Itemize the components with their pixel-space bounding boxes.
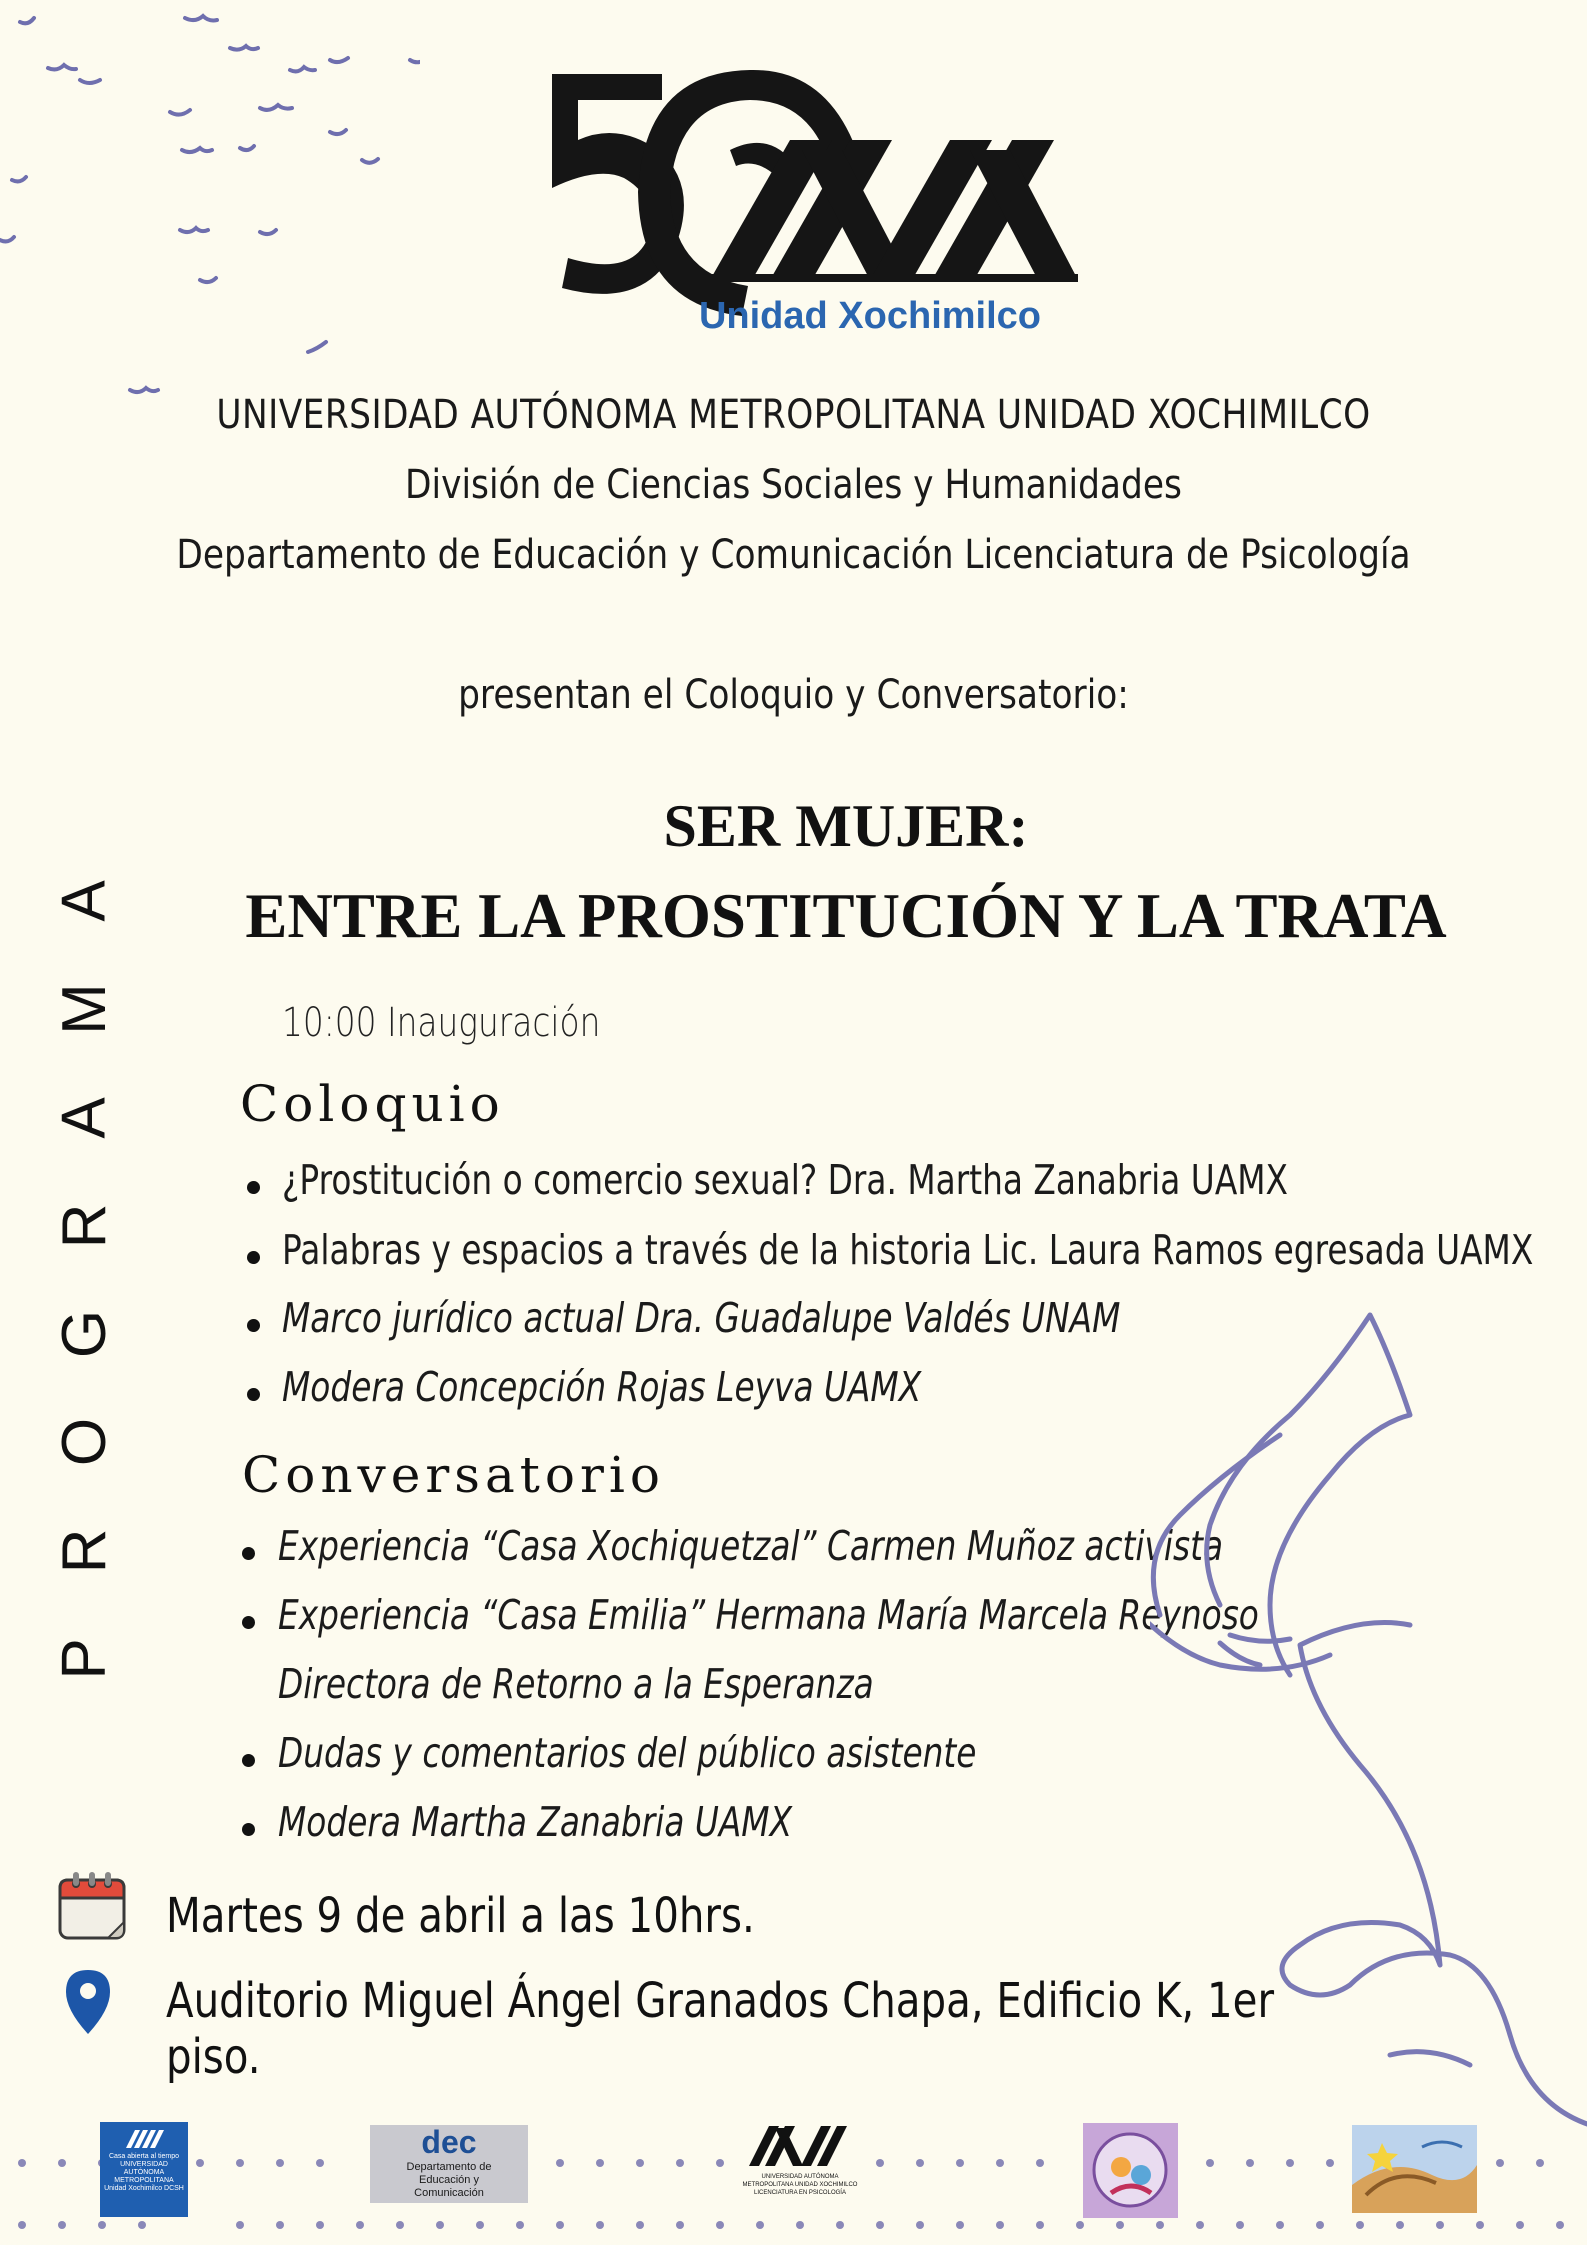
conversatorio-item: Experiencia “Casa Xochiquetzal” Carmen Muñoz activista — [278, 1522, 1224, 1570]
event-title-line-1: SER MUJER: — [663, 793, 1029, 859]
list-bullet — [242, 1616, 255, 1629]
programa-letter: R — [50, 1203, 119, 1249]
event-title-line-2: ENTRE LA PROSTITUCIÓN Y LA TRATA — [245, 881, 1447, 951]
list-bullet — [247, 1251, 260, 1264]
conversatorio-heading: Conversatorio — [242, 1446, 665, 1504]
dcsh-logo-text: Casa abierta al tiempo UNIVERSIDAD AUTÓNOMA METROPOLITANA Unidad Xochimilco DCSH — [104, 2153, 184, 2192]
programa-vertical-label — [40, 870, 130, 1690]
list-bullet — [247, 1388, 260, 1401]
opening-time: 10:00 Inauguración — [282, 1000, 601, 1046]
coloquio-item: ¿Prostitución o comercio sexual? Dra. Martha Zanabria UAMX — [282, 1156, 1289, 1204]
logo-caption-text: Unidad Xochimilco — [698, 295, 1042, 337]
list-bullet — [247, 1181, 260, 1194]
conversatorio-item: Modera Martha Zanabria UAMX — [278, 1798, 793, 1846]
dcsh-logo — [100, 2122, 188, 2217]
coloquio-heading: Coloquio — [240, 1075, 505, 1133]
bird-flock-decoration — [0, 0, 420, 420]
dec-logo-small-text: Departamento de Educación y Comunicación — [406, 2161, 492, 2199]
programa-letter: R — [50, 1528, 119, 1574]
face-line-art-decoration — [1150, 1275, 1587, 2175]
conversatorio-item: Experiencia “Casa Emilia” Hermana María Marcela Reynoso — [278, 1591, 1259, 1639]
conversatorio-item-continuation: Directora de Retorno a la Esperanza — [278, 1660, 874, 1708]
uam-psychology-text: UNIVERSIDAD AUTÓNOMA METROPOLITANA UNIDAD XOCHIMILCO LICENCIATURA EN PSICOLOGÍA — [742, 2174, 858, 2196]
programa-letter: O — [49, 1418, 119, 1467]
event-location: Auditorio Miguel Ángel Granados Chapa, Edificio K, 1er piso. — [166, 1973, 1275, 2085]
programa-letter: A — [49, 1096, 119, 1139]
uam-mark-icon — [745, 2122, 855, 2168]
coloquio-item: Modera Concepción Rojas Leyva UAMX — [282, 1363, 922, 1411]
coloquio-item: Palabras y espacios a través de la historia Lic. Laura Ramos egresada UAMX — [282, 1226, 1534, 1274]
dec-logo-big-text: dec — [421, 2124, 477, 2160]
calendar-icon — [56, 1870, 128, 1942]
programa-letter: A — [49, 880, 119, 922]
list-bullet — [242, 1823, 255, 1836]
programa-letter: P — [49, 1638, 119, 1680]
list-bullet — [247, 1319, 260, 1332]
conversatorio-item: Dudas y comentarios del público asistente — [278, 1729, 977, 1777]
programa-letter: M — [50, 983, 119, 1036]
event-date: Martes 9 de abril a las 10hrs. — [166, 1888, 755, 1944]
uam-psychology-logo — [735, 2122, 865, 2202]
list-bullet — [242, 1547, 255, 1560]
coloquio-item: Marco jurídico actual Dra. Guadalupe Valdés UNAM — [282, 1294, 1121, 1342]
hands-star-logo — [1352, 2125, 1477, 2213]
dec-logo — [370, 2125, 528, 2203]
division-name: División de Ciencias Sociales y Humanidades — [405, 462, 1182, 508]
uam-mark-icon — [124, 2128, 164, 2150]
list-bullet — [242, 1754, 255, 1767]
department-name: Departamento de Educación y Comunicación Licenciatura de Psicología — [176, 532, 1411, 578]
childhood-program-logo — [1083, 2123, 1178, 2218]
location-pin-icon — [64, 1968, 112, 2034]
university-name: UNIVERSIDAD AUTÓNOMA METROPOLITANA UNIDAD XOCHIMILCO — [216, 392, 1371, 438]
uam-50-anniversary-logo — [540, 60, 1140, 350]
presentation-line: presentan el Coloquio y Conversatorio: — [458, 672, 1129, 718]
programa-letter: G — [49, 1310, 119, 1359]
